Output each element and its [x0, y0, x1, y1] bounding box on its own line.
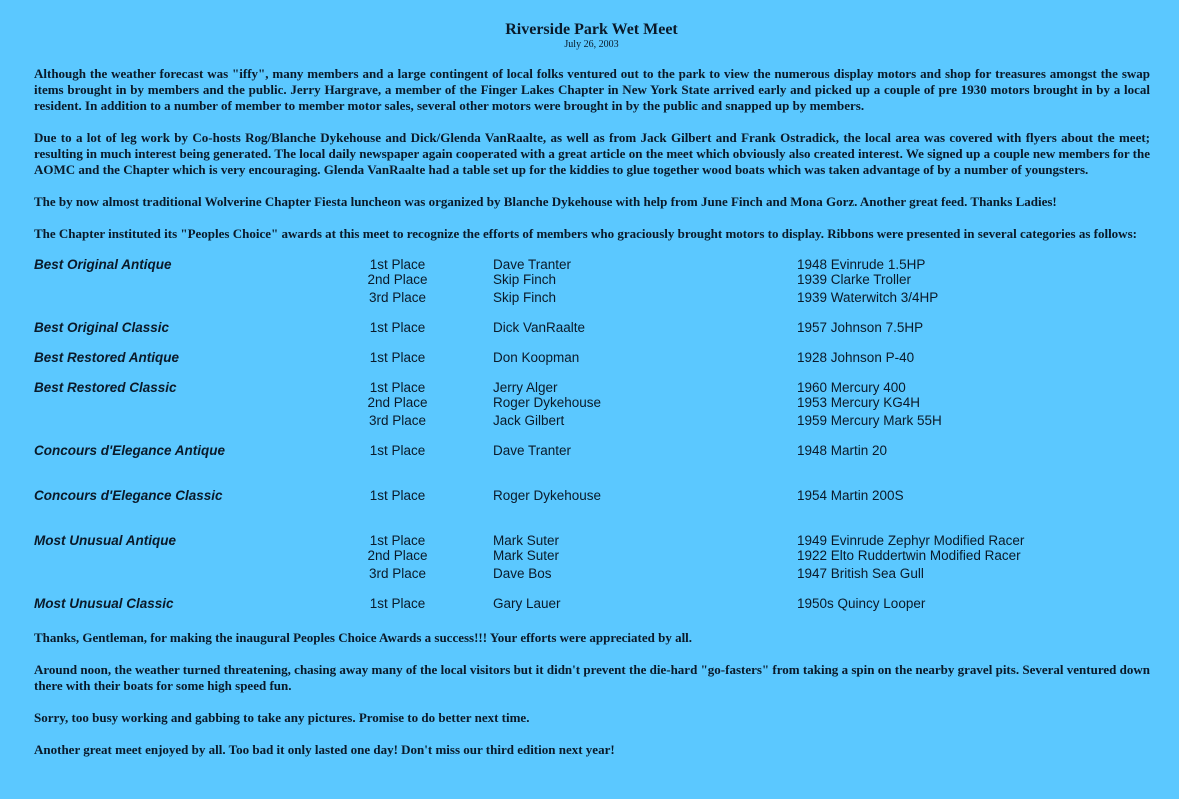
paragraph-thanks: Thanks, Gentleman, for making the inaugural Peoples Choice Awards a success!!! Your efforts were appreciated by all. [34, 630, 693, 645]
award-winner: Mark Suter [493, 533, 560, 548]
award-winner: Dick VanRaalte [493, 320, 586, 335]
award-place: 3rd Place [368, 413, 427, 428]
award-motor: 1948 Martin 20 [797, 443, 888, 458]
award-category: Concours d'Elegance Antique [34, 443, 225, 458]
award-place: 3rd Place [368, 566, 427, 581]
paragraph-closing: Another great meet enjoyed by all. Too bad it only lasted one day! Don't miss our third edition next year! [34, 742, 615, 757]
award-motor: 1960 Mercury 400 [797, 380, 906, 395]
award-category: Best Restored Classic [34, 380, 177, 395]
award-category: Best Original Classic [34, 320, 170, 335]
award-motor: 1953 Mercury KG4H [797, 395, 921, 410]
award-category: Most Unusual Antique [34, 533, 176, 548]
award-category: Best Original Antique [34, 257, 172, 272]
award-place: 2nd Place [367, 395, 428, 410]
award-category: Concours d'Elegance Classic [34, 488, 223, 503]
award-winner: Skip Finch [493, 290, 557, 305]
award-place: 1st Place [369, 320, 426, 335]
page-title: Riverside Park Wet Meet [505, 21, 678, 38]
paragraph-weather: Around noon, the weather turned threatening, chasing away many of the local visitors but it didn't prevent the die-hard "go-fasters" from taking a spin on the nearby gravel pits. Several ventured down there with their boats for some high speed fun. [34, 662, 1150, 693]
award-place: 1st Place [369, 443, 426, 458]
award-winner: Dave Bos [493, 566, 552, 581]
award-motor: 1949 Evinrude Zephyr Modified Racer [797, 533, 1025, 548]
award-winner: Mark Suter [493, 548, 560, 563]
award-motor: 1959 Mercury Mark 55H [797, 413, 942, 428]
award-place: 1st Place [369, 596, 426, 611]
award-place: 1st Place [369, 380, 426, 395]
award-winner: Roger Dykehouse [493, 488, 602, 503]
award-winner: Dave Tranter [493, 443, 572, 458]
award-winner: Dave Tranter [493, 257, 572, 272]
award-motor: 1950s Quincy Looper [797, 596, 926, 611]
award-winner: Jerry Alger [493, 380, 558, 395]
paragraph-intro: Although the weather forecast was "iffy", many members and a large contingent of local folks ventured out to the park to view the numerous display motors and shop for treasures amongst the swap items brought in by members and the public. Jerry Hargrave, a member of the Finger Lakes Chapter in New York State arrived early and picked up a couple of pre 1930 motors brought in by a local resident. In addition to a number of member to member motor sales, several other motors were brought in by the public and snapped up by members. [34, 66, 1150, 113]
award-motor: 1957 Johnson 7.5HP [797, 320, 924, 335]
award-winner: Roger Dykehouse [493, 395, 602, 410]
paragraph-luncheon: The by now almost traditional Wolverine Chapter Fiesta luncheon was organized by Blanche Dykehouse with help from June Finch and Mona Gorz. Another great feed. Thanks Ladies! [34, 194, 1057, 209]
event-date: July 26, 2003 [564, 39, 619, 50]
award-place: 1st Place [369, 257, 426, 272]
award-motor: 1939 Waterwitch 3/4HP [797, 290, 939, 305]
award-place: 2nd Place [367, 548, 428, 563]
award-winner: Skip Finch [493, 272, 557, 287]
award-winner: Gary Lauer [493, 596, 561, 611]
award-category: Most Unusual Classic [34, 596, 174, 611]
award-place: 1st Place [369, 488, 426, 503]
award-winner: Jack Gilbert [493, 413, 565, 428]
award-place: 2nd Place [367, 272, 428, 287]
paragraph-pictures: Sorry, too busy working and gabbing to take any pictures. Promise to do better next time. [34, 710, 530, 725]
award-motor: 1922 Elto Ruddertwin Modified Racer [797, 548, 1021, 563]
award-winner: Don Koopman [493, 350, 580, 365]
award-motor: 1954 Martin 200S [797, 488, 904, 503]
paragraph-promotion: Due to a lot of leg work by Co-hosts Rog/Blanche Dykehouse and Dick/Glenda VanRaalte, as well as from Jack Gilbert and Frank Ostradick, the local area was covered with flyers about the meet; resulting in much interest being generated. The local daily newspaper again cooperated with a great article on the meet which obviously also created interest. We signed up a couple new members for the AOMC and the Chapter which is very encouraging. Glenda VanRaalte had a table set up for the kiddies to glue together wood boats which was taken advantage of by a number of youngsters. [34, 130, 1150, 177]
award-category: Best Restored Antique [34, 350, 180, 365]
award-motor: 1947 British Sea Gull [797, 566, 924, 581]
award-motor: 1939 Clarke Troller [797, 272, 912, 287]
paragraph-awards-intro: The Chapter instituted its "Peoples Choice" awards at this meet to recognize the efforts of members who graciously brought motors to display. Ribbons were presented in several categories as follows: [34, 226, 1137, 241]
award-place: 3rd Place [368, 290, 427, 305]
award-motor: 1948 Evinrude 1.5HP [797, 257, 926, 272]
award-place: 1st Place [369, 533, 426, 548]
award-place: 1st Place [369, 350, 426, 365]
award-motor: 1928 Johnson P-40 [797, 350, 915, 365]
